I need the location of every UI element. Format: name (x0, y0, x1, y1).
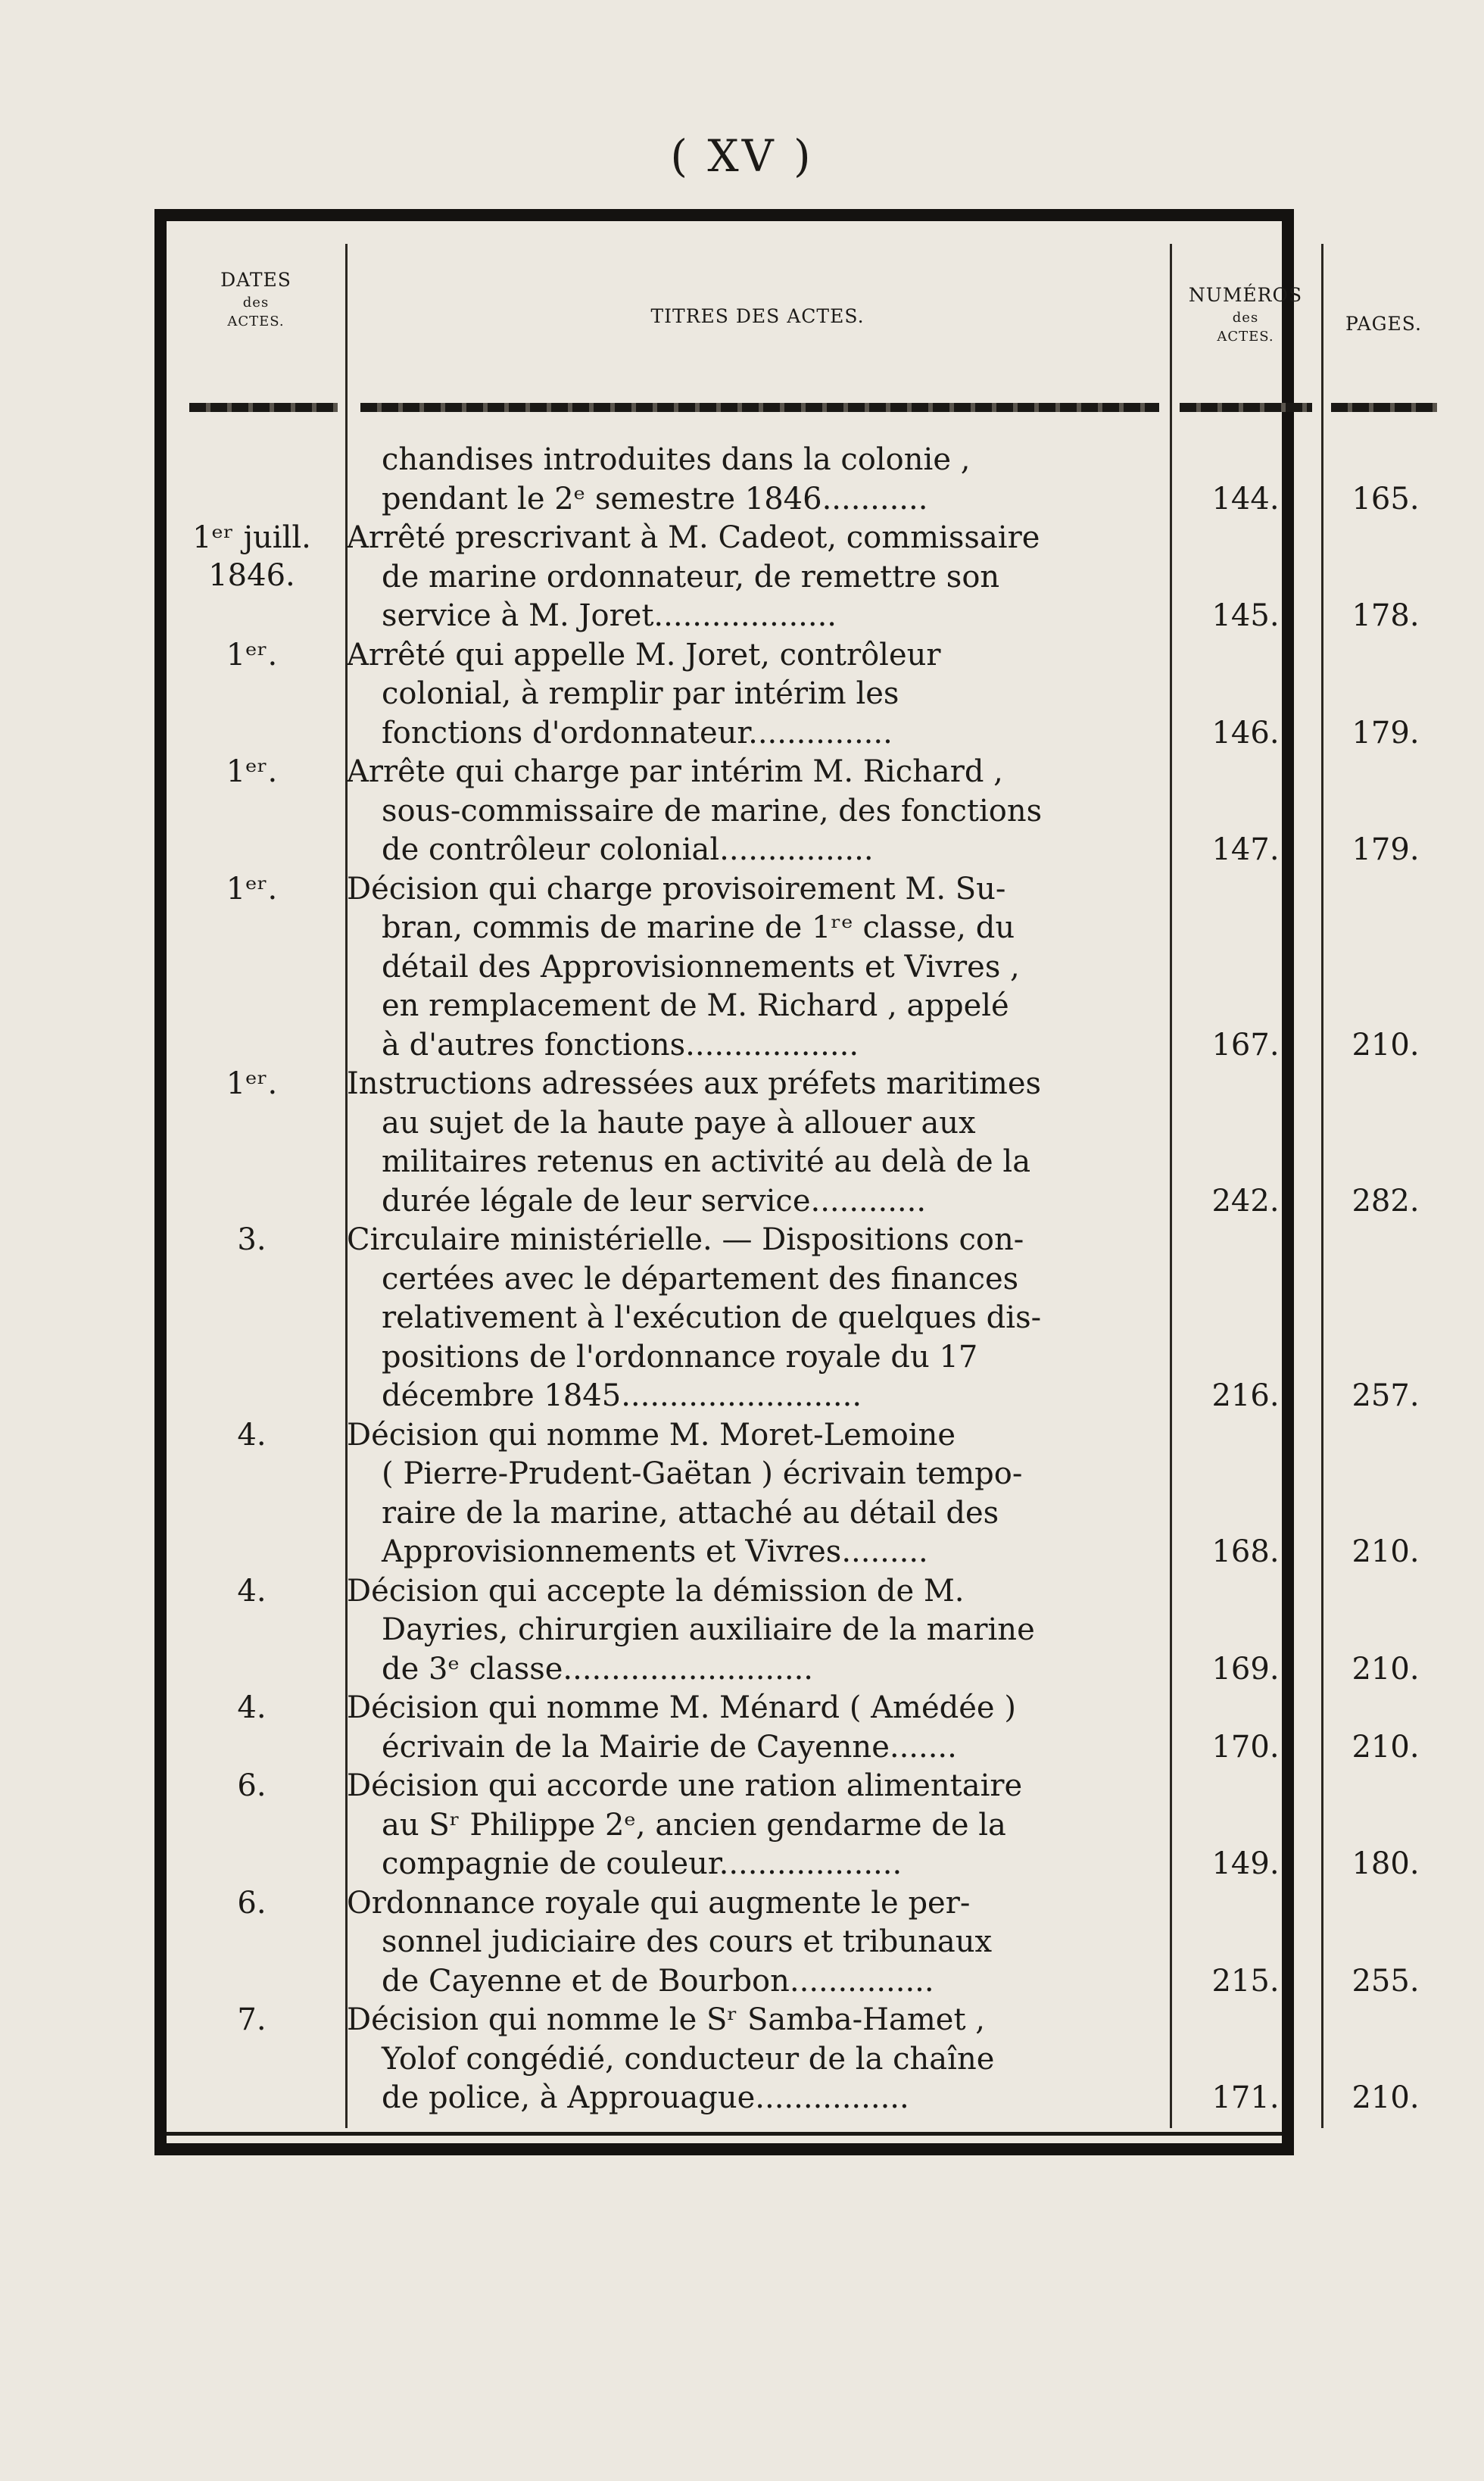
row-title-line: Décision qui nomme le Sʳ Samba-Hamet , (347, 2002, 985, 2037)
row-date (167, 2001, 337, 2039)
row-title-line: Décision qui accorde une ration alimentaire (347, 1768, 1023, 1803)
row-title-line: de marine ordonnateur, de remettre son (382, 559, 1000, 595)
row-numero: 146. (1211, 715, 1280, 751)
row-page: 282. (1352, 1183, 1420, 1219)
row-title (347, 1065, 1163, 1221)
row-title (347, 1884, 1163, 2002)
row-title (347, 2001, 1163, 2118)
row-page: 179. (1352, 832, 1420, 867)
row-date (167, 1221, 337, 1259)
row-date (167, 1416, 337, 1454)
row-title-line: militaires retenus en activité au delà de la (382, 1144, 1031, 1179)
column-divider (1170, 244, 1172, 2128)
row-title-line: Yolof congédié, conducteur de la chaîne (382, 2041, 995, 2077)
row-date-line: 6. (237, 1768, 267, 1803)
row-title-line: Décision qui nomme M. Moret-Lemoine (347, 1417, 956, 1453)
row-title (347, 1689, 1163, 1767)
row-page: 255. (1352, 1963, 1420, 1999)
row-date-line: 1ᵉʳ. (226, 1066, 278, 1101)
row-numero: 145. (1211, 598, 1280, 633)
row-title (347, 1767, 1163, 1884)
row-date (167, 636, 337, 674)
row-title-line: Dayries, chirurgien auxiliaire de la marine (382, 1612, 1035, 1647)
row-title (347, 1221, 1163, 1416)
row-date (167, 1767, 337, 1805)
page-number: ( XV ) (670, 130, 814, 182)
row-title-line: fonctions d'ordonnateur............... (382, 715, 893, 751)
row-title (347, 519, 1163, 636)
row-page: 210. (1352, 1651, 1420, 1687)
row-title-line: Approvisionnements et Vivres......... (382, 1534, 928, 1569)
header-rule (1331, 403, 1437, 412)
row-title-line: Arrêté qui appelle M. Joret, contrôleur (347, 637, 941, 673)
header-numeros-line1: NUMÉROS (1188, 284, 1303, 306)
row-title-line: détail des Approvisionnements et Vivres , (382, 949, 1020, 985)
row-title (347, 636, 1163, 754)
row-numero: 149. (1211, 1846, 1280, 1881)
header-rule (189, 403, 338, 412)
row-page: 210. (1352, 2080, 1420, 2115)
column-divider (1321, 244, 1323, 2128)
row-title-line: au Sʳ Philippe 2ᵉ, ancien gendarme de la (382, 1807, 1006, 1843)
header-titres: TITRES DES ACTES. (650, 305, 865, 327)
header-dates-line3: ACTES. (227, 314, 285, 330)
index-table (154, 209, 1422, 2155)
row-date-line: 1ᵉʳ juill. (192, 520, 311, 555)
row-date (167, 753, 337, 791)
row-page: 178. (1352, 598, 1420, 633)
row-date-line: 6. (237, 1885, 267, 1921)
row-page: 257. (1352, 1378, 1420, 1413)
row-title-line: raire de la marine, attaché au détail des (382, 1495, 999, 1531)
row-date-line: 1ᵉʳ. (226, 871, 278, 907)
row-numero: 216. (1211, 1378, 1280, 1413)
row-numero: 242. (1211, 1183, 1280, 1219)
row-title-line: décembre 1845......................... (382, 1378, 862, 1413)
row-numero: 169. (1211, 1651, 1280, 1687)
header-pages: PAGES. (1345, 313, 1422, 335)
row-title-line: bran, commis de marine de 1ʳᵉ classe, du (382, 910, 1015, 945)
row-date (167, 1065, 337, 1103)
row-title (347, 1572, 1163, 1690)
row-title-line: de 3ᵉ classe.......................... (382, 1651, 813, 1687)
row-title (347, 753, 1163, 870)
row-title-line: Circulaire ministérielle. — Dispositions con- (347, 1222, 1024, 1257)
row-numero: 170. (1211, 1729, 1280, 1765)
row-date-line: 7. (237, 2002, 267, 2037)
row-page: 179. (1352, 715, 1420, 751)
header-dates-line1: DATES (220, 269, 292, 291)
row-title-line: de contrôleur colonial................ (382, 832, 874, 867)
row-title-line: écrivain de la Mairie de Cayenne....... (382, 1729, 957, 1765)
row-date (167, 870, 337, 908)
row-title-line: relativement à l'exécution de quelques dis- (382, 1300, 1042, 1335)
row-title-line: Arrête qui charge par intérim M. Richard , (347, 754, 1003, 789)
row-date-line: 4. (237, 1417, 267, 1453)
row-title-line: sous-commissaire de marine, des fonctions (382, 793, 1043, 829)
row-page: 210. (1352, 1729, 1420, 1765)
row-title-line: positions de l'ordonnance royale du 17 (382, 1339, 978, 1375)
row-title-line: Ordonnance royale qui augmente le per- (347, 1885, 971, 1921)
row-date-line: 4. (237, 1690, 267, 1725)
row-title-line: pendant le 2ᵉ semestre 1846........... (382, 481, 928, 516)
row-title-line: de Cayenne et de Bourbon............... (382, 1963, 934, 1999)
row-numero: 147. (1211, 832, 1280, 867)
row-numero: 144. (1211, 481, 1280, 516)
row-title-line: Décision qui nomme M. Ménard ( Amédée ) (347, 1690, 1016, 1725)
row-title-line: Décision qui accepte la démission de M. (347, 1573, 965, 1609)
row-page: 210. (1352, 1534, 1420, 1569)
row-date-line: 1846. (208, 558, 295, 593)
header-dates (167, 267, 345, 331)
row-title-line: certées avec le département des finances (382, 1261, 1019, 1297)
row-title-line: durée légale de leur service............ (382, 1183, 927, 1219)
header-numeros-line2: des (1232, 310, 1259, 326)
row-title (347, 870, 1163, 1066)
row-title-line: Instructions adressées aux préfets maritimes (347, 1066, 1042, 1101)
row-title-line: ( Pierre-Prudent-Gaëtan ) écrivain tempo- (382, 1456, 1023, 1491)
row-title-line: au sujet de la haute paye à allouer aux (382, 1105, 976, 1141)
row-title (347, 441, 1163, 519)
row-page: 210. (1352, 1027, 1420, 1063)
row-numero: 171. (1211, 2080, 1280, 2115)
row-title-line: colonial, à remplir par intérim les (382, 676, 899, 711)
row-title-line: Arrêté prescrivant à M. Cadeot, commissaire (347, 520, 1040, 555)
row-title-line: chandises introduites dans la colonie , (382, 442, 971, 477)
row-title-line: en remplacement de M. Richard , appelé (382, 988, 1009, 1023)
row-numero: 168. (1211, 1534, 1280, 1569)
row-title-line: à d'autres fonctions.................. (382, 1027, 859, 1063)
row-date-line: 4. (237, 1573, 267, 1609)
header-rule (360, 403, 1159, 412)
row-date-line: 1ᵉʳ. (226, 637, 278, 673)
row-title-line: sonnel judiciaire des cours et tribunaux (382, 1924, 993, 1959)
row-title-line: de police, à Approuague................ (382, 2080, 909, 2115)
row-page: 165. (1352, 481, 1420, 516)
row-date (167, 1572, 337, 1610)
row-page: 180. (1352, 1846, 1420, 1881)
header-numeros (1170, 282, 1321, 346)
header-rule (1180, 403, 1312, 412)
header-dates-line2: des (242, 295, 270, 311)
row-date-line: 1ᵉʳ. (226, 754, 278, 789)
row-title-line: compagnie de couleur................... (382, 1846, 903, 1881)
row-date (167, 1884, 337, 1922)
row-title (347, 1416, 1163, 1572)
row-date-line: 3. (237, 1222, 267, 1257)
row-numero: 167. (1211, 1027, 1280, 1063)
row-numero: 215. (1211, 1963, 1280, 1999)
table-bottom-rule (167, 2132, 1282, 2136)
row-date (167, 1689, 337, 1727)
header-numeros-line3: ACTES. (1217, 329, 1274, 345)
row-title-line: service à M. Joret................... (382, 598, 837, 633)
row-date (167, 519, 337, 595)
row-title-line: Décision qui charge provisoirement M. Su- (347, 871, 1006, 907)
